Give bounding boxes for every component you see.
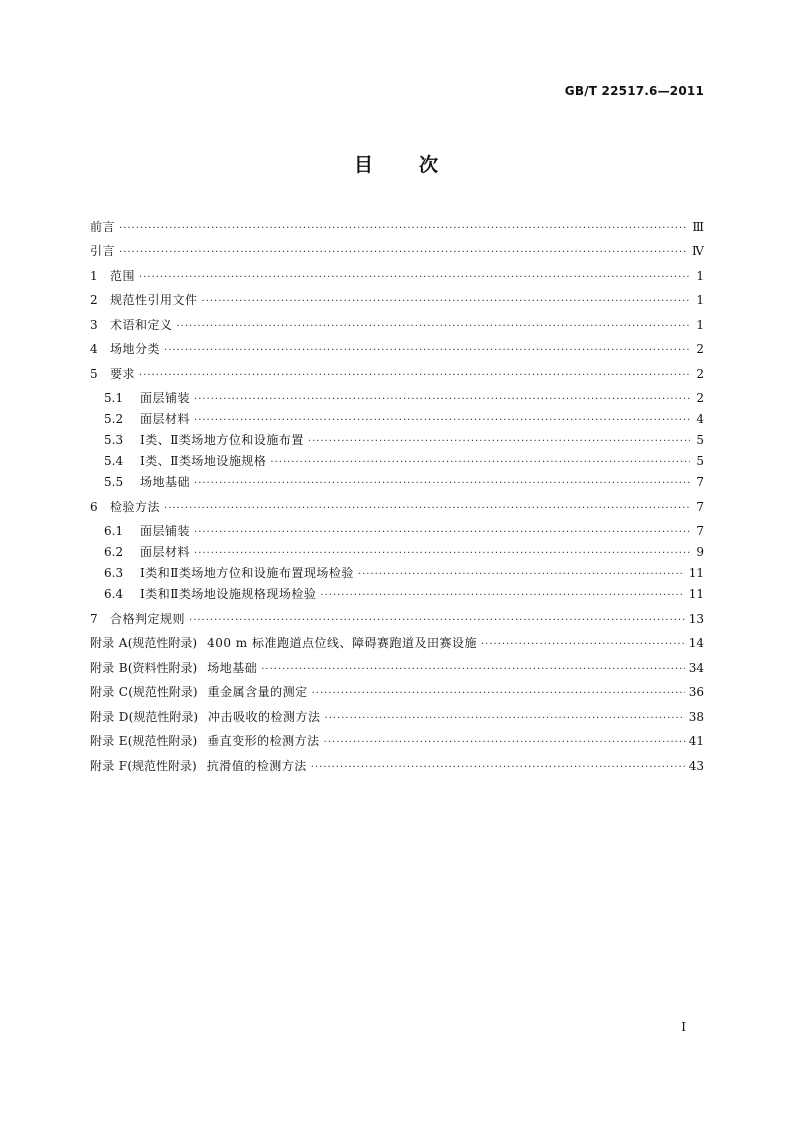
toc-entry-number: 1 xyxy=(90,269,98,283)
toc-entry-label: 场地分类 xyxy=(110,342,161,356)
toc-leader xyxy=(194,475,690,493)
toc-entry-label: 场地基础 xyxy=(207,661,258,675)
toc-entry-appendix-type: (规范性附录) xyxy=(127,636,198,650)
toc-entry-1[interactable] xyxy=(90,267,704,285)
toc-entry-number: 7 xyxy=(90,612,98,626)
toc-leader xyxy=(320,587,684,605)
toc-entry-page: 2 xyxy=(696,342,704,356)
toc-entry-label: 面层材料 xyxy=(140,412,191,426)
standard-code: GB/T 22517.6—2011 xyxy=(564,84,704,98)
toc-leader xyxy=(194,545,690,563)
toc-entry-appendix-e[interactable] xyxy=(90,732,704,750)
toc-entry-page: 11 xyxy=(688,566,704,580)
toc-entry-label: 面层铺装 xyxy=(140,391,191,405)
toc-entry-label: Ⅰ类和Ⅱ类场地方位和设施布置现场检验 xyxy=(140,566,354,580)
toc-entry-5-3[interactable] xyxy=(90,431,704,449)
toc-entry-number: 2 xyxy=(90,293,98,307)
toc-entry-5[interactable] xyxy=(90,365,704,383)
toc-entry-number: 6.1 xyxy=(104,524,124,538)
toc-leader xyxy=(189,612,685,630)
toc-entry-appendix-d[interactable] xyxy=(90,708,704,726)
toc-entry-appendix-type: (规范性附录) xyxy=(127,734,198,748)
toc-entry-appendix-type: (规范性附录) xyxy=(128,685,198,699)
toc-leader xyxy=(202,293,690,311)
toc-entry-number: 6.3 xyxy=(104,566,124,580)
toc-leader xyxy=(308,433,690,451)
toc-entry-page: 43 xyxy=(688,759,704,773)
toc-entry-label: 检验方法 xyxy=(110,500,161,514)
toc-leader xyxy=(324,734,685,752)
toc-entry-label: 术语和定义 xyxy=(110,318,173,332)
toc-entry-page: 36 xyxy=(688,685,704,699)
toc-entry-page: 7 xyxy=(696,524,704,538)
toc-entry-label: 场地基础 xyxy=(140,475,191,489)
toc-entry-appendix-type: (规范性附录) xyxy=(128,710,199,724)
toc-entry-page: 11 xyxy=(688,587,704,601)
toc-entry-page: 9 xyxy=(696,545,704,559)
toc-entry-label: Ⅰ类、Ⅱ类场地方位和设施布置 xyxy=(140,433,304,447)
toc-entry-label: 面层材料 xyxy=(140,545,191,559)
toc-entry-label: Ⅰ类和Ⅱ类场地设施规格现场检验 xyxy=(140,587,317,601)
toc-leader xyxy=(311,759,685,777)
toc-entry-appendix-b[interactable] xyxy=(90,659,704,677)
toc-leader xyxy=(270,454,690,472)
toc-leader xyxy=(194,412,690,430)
toc-leader xyxy=(139,367,690,385)
toc-entry-page: 7 xyxy=(696,500,704,514)
toc-entry-page: 34 xyxy=(688,661,704,675)
toc-entry-6-2[interactable] xyxy=(90,543,704,561)
toc-entry-6[interactable] xyxy=(90,498,704,516)
toc-entry-label: 400 m 标准跑道点位线、障碍赛跑道及田赛设施 xyxy=(207,636,477,650)
toc-entry-appendix-a[interactable] xyxy=(90,634,704,652)
toc-leader xyxy=(164,342,690,360)
toc-entry-number: 3 xyxy=(90,318,98,332)
toc-leader xyxy=(119,220,688,238)
toc-entry-page: Ⅲ xyxy=(692,220,704,234)
title-part-2: 次 xyxy=(419,154,441,176)
toc-entry-number: 5.1 xyxy=(104,391,124,405)
toc-entry-5-2[interactable] xyxy=(90,410,704,428)
toc-entry-page: Ⅳ xyxy=(692,244,704,258)
toc-entry-number: 5 xyxy=(90,367,98,381)
toc-entry-label: 重金属含量的测定 xyxy=(207,685,308,699)
toc-entry-introduction[interactable] xyxy=(90,242,704,260)
toc-entry-number: 5.4 xyxy=(104,454,124,468)
toc-entry-label: 前言 xyxy=(90,220,116,234)
toc-entry-number: 附录 D xyxy=(90,710,129,724)
toc-entry-label: 引言 xyxy=(90,244,116,258)
toc-entry-2[interactable] xyxy=(90,291,704,309)
toc-entry-number: 附录 F xyxy=(90,759,128,773)
toc-entry-label: 要求 xyxy=(110,367,136,381)
toc-entry-page: 1 xyxy=(696,293,704,307)
toc-leader xyxy=(119,244,688,262)
toc-entry-7[interactable] xyxy=(90,610,704,628)
toc-entry-appendix-type: (规范性附录) xyxy=(127,759,197,773)
toc-entry-page: 2 xyxy=(696,367,704,381)
title-part-1: 目 xyxy=(353,154,375,176)
toc-entry-label: Ⅰ类、Ⅱ类场地设施规格 xyxy=(140,454,267,468)
toc-entry-number: 附录 B xyxy=(90,661,128,675)
toc-entry-5-4[interactable] xyxy=(90,452,704,470)
toc-entry-number: 6.2 xyxy=(104,545,124,559)
toc-leader xyxy=(261,661,684,679)
toc-entry-label: 规范性引用文件 xyxy=(110,293,198,307)
toc-entry-label: 抗滑值的检测方法 xyxy=(206,759,307,773)
toc-entry-5-1[interactable] xyxy=(90,389,704,407)
toc-leader xyxy=(177,318,690,336)
toc-entry-page: 4 xyxy=(696,412,704,426)
toc-entry-number: 附录 C xyxy=(90,685,129,699)
toc-entry-page: 41 xyxy=(688,734,704,748)
toc-entry-6-4[interactable] xyxy=(90,585,704,603)
toc-entry-number: 4 xyxy=(90,342,98,356)
toc-entry-label: 范围 xyxy=(110,269,136,283)
toc-entry-appendix-c[interactable] xyxy=(90,683,704,701)
toc-entry-page: 1 xyxy=(696,269,704,283)
toc-entry-number: 附录 E xyxy=(90,734,128,748)
toc-entry-number: 附录 A xyxy=(90,636,128,650)
toc-entry-appendix-f[interactable] xyxy=(90,757,704,775)
toc-entry-page: 1 xyxy=(696,318,704,332)
table-of-contents xyxy=(90,0,704,1123)
toc-leader xyxy=(325,710,685,728)
footer-page-number: I xyxy=(681,1020,686,1034)
toc-leader xyxy=(481,636,685,654)
toc-entry-page: 5 xyxy=(696,433,704,447)
toc-entry-5-5[interactable] xyxy=(90,473,704,491)
toc-leader xyxy=(164,500,690,518)
toc-entry-foreword[interactable] xyxy=(90,218,704,236)
toc-leader xyxy=(312,685,685,703)
toc-entry-page: 5 xyxy=(696,454,704,468)
toc-entry-6-1[interactable] xyxy=(90,522,704,540)
toc-entry-4[interactable] xyxy=(90,340,704,358)
toc-entry-number: 5.3 xyxy=(104,433,124,447)
toc-entry-number: 6 xyxy=(90,500,98,514)
toc-entry-label: 面层铺装 xyxy=(140,524,191,538)
toc-entry-page: 38 xyxy=(688,710,704,724)
toc-entry-page: 14 xyxy=(688,636,704,650)
toc-entry-number: 6.4 xyxy=(104,587,124,601)
toc-entry-number: 5.2 xyxy=(104,412,124,426)
toc-leader xyxy=(139,269,690,287)
toc-leader xyxy=(194,391,690,409)
toc-entry-page: 7 xyxy=(696,475,704,489)
toc-entry-appendix-type: (资料性附录) xyxy=(127,661,198,675)
toc-entry-label: 垂直变形的检测方法 xyxy=(207,734,320,748)
toc-leader xyxy=(194,524,690,542)
toc-entry-page: 13 xyxy=(688,612,704,626)
toc-entry-3[interactable] xyxy=(90,316,704,334)
toc-entry-6-3[interactable] xyxy=(90,564,704,582)
toc-entry-label: 冲击吸收的检测方法 xyxy=(208,710,321,724)
toc-entry-label: 合格判定规则 xyxy=(110,612,186,626)
toc-entry-page: 2 xyxy=(696,391,704,405)
toc-entry-number: 5.5 xyxy=(104,475,124,489)
toc-leader xyxy=(358,566,685,584)
